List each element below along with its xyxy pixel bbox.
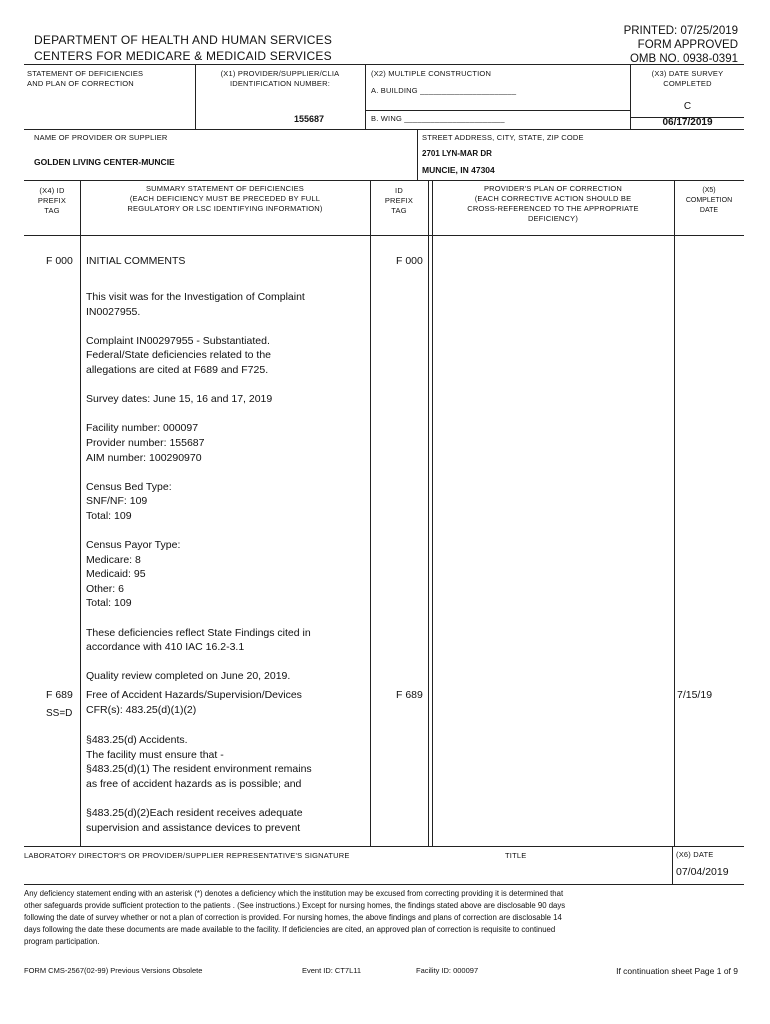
department-name: DEPARTMENT OF HEALTH AND HUMAN SERVICES — [34, 33, 333, 47]
agency-header — [34, 32, 332, 64]
plan-header: PROVIDER'S PLAN OF CORRECTION (EACH CORRECTIVE ACTION SHOULD BE CROSS-REFERENCED TO THE APPROPRIATE DEFICIENCY) — [467, 184, 639, 223]
rule — [428, 180, 429, 846]
address-label: STREET ADDRESS, CITY, STATE, ZIP CODE — [422, 133, 584, 142]
rule — [365, 64, 366, 129]
disclaimer-text: Any deficiency statement ending with an asterisk (*) denotes a deficiency which the institution may be excused from correcting providing it is determined that other safeguards provide sufficient protection to the patients . (See instructions.) Except for nursing homes, the findings stated above are disclosable 90 days following the date of survey whether or not a plan of correction is provided. For nursing homes, the above findings and plans of correction are disclosable 14 days following the date these documents are made available to the facility. If deficiencies are cited, an approved plan of correction is requisite to continued program participation. — [24, 889, 566, 946]
rule — [24, 884, 744, 885]
survey-code: C — [683, 101, 692, 112]
centers-name: CENTERS FOR MEDICARE & MEDICAID SERVICES — [34, 49, 332, 63]
x4-header: (X4) ID PREFIX TAG — [37, 186, 67, 215]
rule — [24, 180, 744, 181]
form-info — [624, 24, 738, 66]
signature-date-label: (X6) DATE — [676, 850, 714, 859]
omb-number: OMB NO. 0938-0391 — [629, 53, 738, 65]
facility-id: Facility ID: 000097 — [416, 966, 479, 975]
provider-id: 155687 — [293, 114, 324, 124]
rule — [24, 129, 744, 130]
x1-label: (X1) PROVIDER/SUPPLIER/CLIA IDENTIFICATION NUMBER: — [220, 69, 340, 88]
rule — [365, 110, 630, 111]
signature-date: 07/04/2019 — [676, 866, 729, 878]
city-state-zip: MUNCIE, IN 47304 — [422, 165, 495, 175]
rule — [432, 180, 433, 846]
f689-completion-date: 7/15/19 — [677, 689, 713, 701]
f000-tag: F 000 — [46, 255, 73, 267]
summary-header: SUMMARY STATEMENT OF DEFICIENCIES (EACH DEFICIENCY MUST BE PRECEDED BY FULL REGULATORY OR LSC IDENTIFYING INFORMATION) — [127, 184, 323, 213]
form-approved: FORM APPROVED — [637, 39, 738, 51]
f000-id-tag: F 000 — [396, 255, 423, 267]
f689-id-tag: F 689 — [396, 689, 423, 701]
x5-header: (X5) COMPLETION DATE — [685, 187, 733, 214]
x2-label: (X2) MULTIPLE CONSTRUCTION — [371, 69, 492, 78]
rule — [417, 129, 418, 180]
f000-title: INITIAL COMMENTS — [86, 255, 186, 267]
f689-title: Free of Accident Hazards/Supervision/Devices CFR(s): 483.25(d)(1)(2) — [86, 689, 302, 716]
rule — [370, 180, 371, 846]
provider-name-label: NAME OF PROVIDER OR SUPPLIER — [34, 133, 168, 142]
rule — [24, 235, 744, 236]
f000-body: This visit was for the Investigation of Complaint IN0027955. Complaint IN00297955 - Substantiated. Federal/State deficiencies related to the allegations are cited at F689 and F725. Survey dates: June 15, 16 and 17, 2019 Facility number: 000097 Provider number: 155687 AIM number: 100290970 Census Bed Type: SNF/NF: 109 Total: 109 Census Payor Type: Medicare: 8 Medicaid: 95 Other: 6 Total: 109 These deficiencies reflect State Findings cited in accordance with 410 IAC 16.2-3.1 Quality review completed on June 20, 2019. — [86, 291, 311, 683]
printed-date: PRINTED: 07/25/2019 — [623, 25, 738, 37]
id-header: ID PREFIX TAG — [384, 186, 414, 215]
form-number: FORM CMS-2567(02-99) Previous Versions Obsolete — [24, 966, 203, 975]
page-indicator: If continuation sheet Page 1 of 9 — [616, 966, 738, 976]
rule — [674, 180, 675, 846]
event-id: Event ID: CT7L11 — [302, 966, 362, 975]
statement-label: STATEMENT OF DEFICIENCIES AND PLAN OF CORRECTION — [27, 69, 144, 88]
f689-body: §483.25(d) Accidents. The facility must ensure that - §483.25(d)(1) The resident environment remains as free of accident hazards as is possible; and §483.25(d)(2)Each resident receives adequate supervision and assistance devices to prevent — [86, 734, 312, 834]
building-field: A. BUILDING ______________________ — [371, 86, 517, 95]
wing-field: B. WING _______________________ — [371, 114, 505, 123]
x3-label: (X3) DATE SURVEY COMPLETED — [651, 69, 724, 88]
rule — [80, 180, 81, 846]
rule — [24, 64, 744, 65]
f689-severity: SS=D — [46, 708, 73, 719]
provider-name: GOLDEN LIVING CENTER-MUNCIE — [34, 157, 175, 167]
f689-tag: F 689 — [46, 689, 73, 701]
rule — [672, 846, 673, 884]
street-address: 2701 LYN-MAR DR — [422, 149, 492, 158]
rule — [24, 846, 744, 847]
signature-label: LABORATORY DIRECTOR'S OR PROVIDER/SUPPLIER REPRESENTATIVE'S SIGNATURE — [24, 851, 350, 860]
survey-date: 06/17/2019 — [662, 117, 713, 128]
title-label: TITLE — [505, 851, 527, 860]
